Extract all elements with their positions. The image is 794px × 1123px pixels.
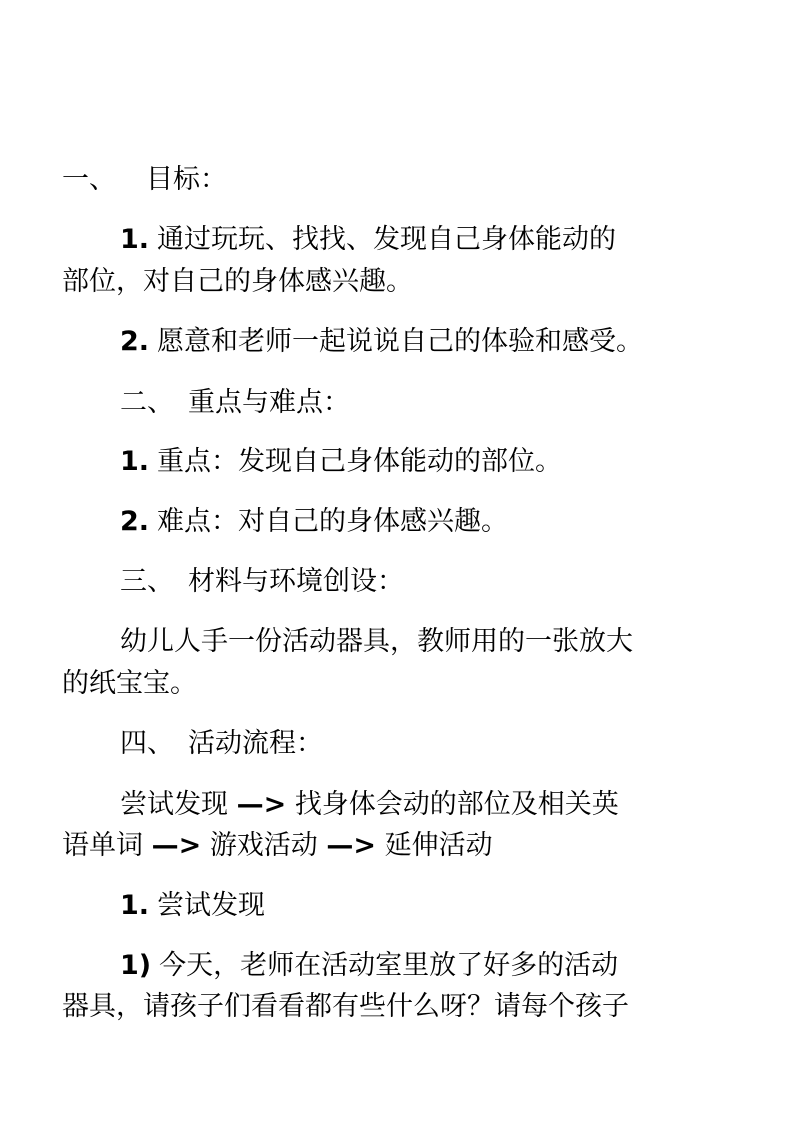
section-title: 重点与难点： bbox=[188, 387, 350, 418]
flow-arrow-icon: —> bbox=[236, 789, 287, 820]
paragraph-text-continued: 的纸宝宝。 bbox=[62, 668, 197, 699]
item-number: 1) bbox=[120, 950, 152, 981]
materials-paragraph bbox=[120, 622, 633, 662]
flow-arrow-icon: —> bbox=[151, 830, 202, 861]
section-marker: 四、 bbox=[120, 728, 174, 759]
section-heading-goals bbox=[62, 160, 227, 200]
key-point-2 bbox=[120, 502, 508, 542]
item-text-continued: 器具，请孩子们看看都有些什么呀？请每个孩子 bbox=[62, 991, 629, 1022]
goal-item-1-continued bbox=[62, 262, 413, 302]
section-heading-key-points bbox=[120, 383, 350, 423]
flow-step-find-continued: 语单词 bbox=[62, 830, 143, 861]
flow-step-extend: 延伸活动 bbox=[384, 830, 493, 861]
section-marker: 三、 bbox=[120, 566, 174, 597]
item-text: 重点：发现自己身体能动的部位。 bbox=[157, 446, 563, 477]
process-flow-continued bbox=[62, 826, 493, 866]
section-title: 材料与环境创设： bbox=[188, 566, 404, 597]
item-number: 1. bbox=[120, 890, 150, 921]
item-text: 通过玩玩、找找、发现自己身体能动的 bbox=[157, 224, 617, 255]
section-heading-materials bbox=[120, 562, 404, 602]
item-text: 尝试发现 bbox=[157, 890, 266, 921]
key-point-1 bbox=[120, 442, 562, 482]
item-number: 1. bbox=[120, 224, 150, 255]
paragraph-text: 幼儿人手一份活动器具，教师用的一张放大 bbox=[120, 626, 633, 657]
step-paragraph-1-continued bbox=[62, 987, 629, 1027]
flow-arrow-icon: —> bbox=[326, 830, 377, 861]
goal-item-2 bbox=[120, 322, 643, 362]
item-text: 愿意和老师一起说说自己的体验和感受。 bbox=[157, 326, 644, 357]
flow-step-try: 尝试发现 bbox=[120, 789, 228, 820]
step-paragraph-1 bbox=[120, 946, 618, 986]
section-title: 活动流程： bbox=[188, 728, 323, 759]
flow-step-game: 游戏活动 bbox=[209, 830, 318, 861]
goal-item-1 bbox=[120, 220, 616, 260]
section-title: 目标： bbox=[146, 164, 227, 195]
flow-step-find: 找身体会动的部位及相关英 bbox=[294, 789, 619, 820]
item-text: 难点：对自己的身体感兴趣。 bbox=[157, 506, 509, 537]
item-number: 1. bbox=[120, 446, 150, 477]
item-number: 2. bbox=[120, 326, 150, 357]
materials-paragraph-continued bbox=[62, 664, 197, 704]
section-heading-process bbox=[120, 724, 323, 764]
process-flow bbox=[120, 785, 619, 825]
item-text: 今天，老师在活动室里放了好多的活动 bbox=[159, 950, 619, 981]
section-marker: 一、 bbox=[62, 164, 116, 195]
step-heading-try bbox=[120, 886, 265, 926]
section-marker: 二、 bbox=[120, 387, 174, 418]
item-number: 2. bbox=[120, 506, 150, 537]
item-text-continued: 部位，对自己的身体感兴趣。 bbox=[62, 266, 413, 297]
